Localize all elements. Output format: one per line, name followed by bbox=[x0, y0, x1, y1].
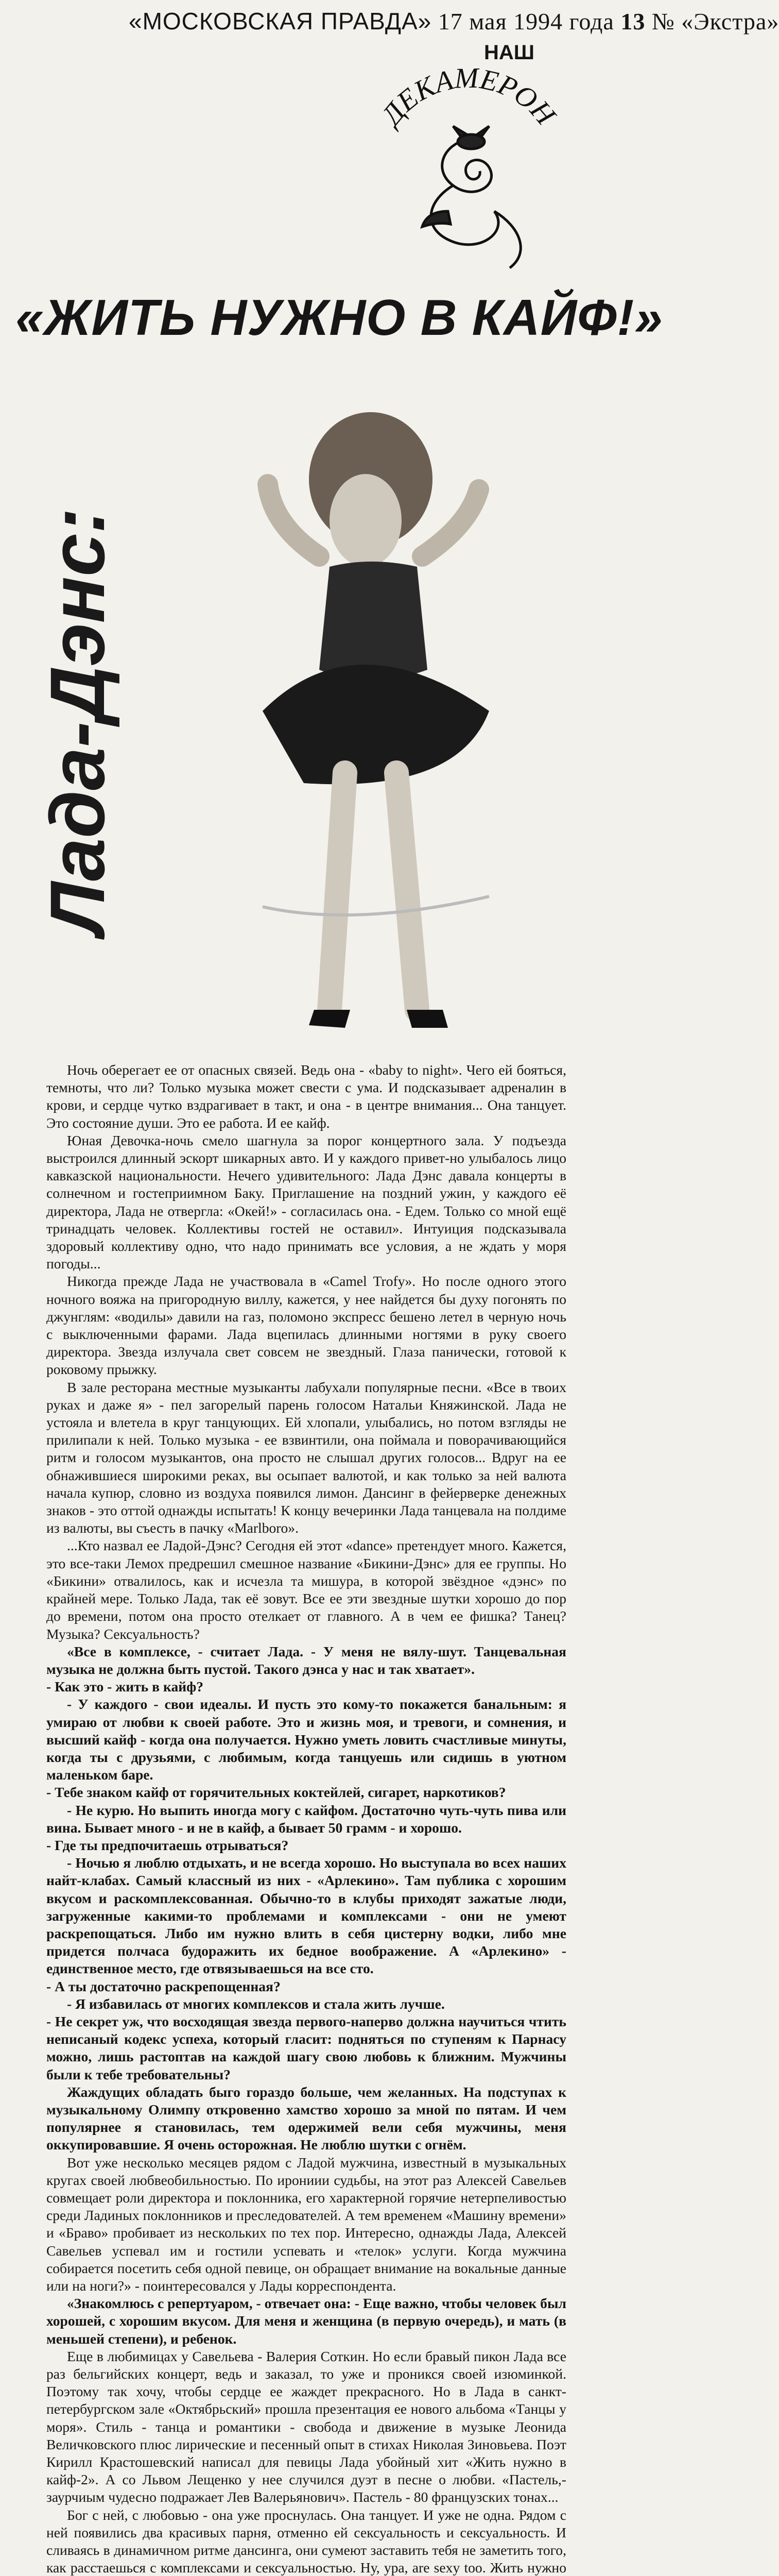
article-paragraph: Юная Девочка-ночь смело шагнула за порог концертного зала. У подъезда выстроился длинный эскорт шикарных авто. И у каждого привет-но улыбалось лицо кавказской национальности. Нечего удивительного: Лада Дэнс давала концерты в солнечном и гостеприимном Баку. Приглашение на поздний ужин, у каждого её директора, Лада не отвергла: «Окей!» - согласилась она. - Едем. Только со мной ещё тринадцать человек. Коллективы гостей не оставил». Интуиция подсказывала здоровый коллективу одно, что надо принимать все условия, а не ждать у моря погоды... bbox=[46, 1132, 566, 1272]
page-number: 13 bbox=[620, 8, 646, 35]
vertical-title-text: Лада-Дэнс: bbox=[34, 507, 120, 935]
issue-date: 17 мая 1994 года bbox=[438, 8, 614, 35]
vertical-title bbox=[36, 495, 139, 948]
newspaper-header bbox=[129, 7, 779, 35]
svg-text:ДЕКАМЕРОН bbox=[374, 62, 562, 133]
interview-question: - Не секрет уж, что восходящая звезда первого-наперво должна научиться чтить неписаный кодекс успеха, который гласит: подняться по ступеням к Парнасу можно, лишь растоптав на каждой шагу свою любовь к ближним. Мужчины были к тебе требовательны? bbox=[46, 2013, 566, 2082]
interview-answer: - Не курю. Но выпить иногда могу с кайфом. Достаточно чуть-чуть пива или вина. Бывает много - и не в кайф, а бывает 50 грамм - и хорошо. bbox=[46, 1802, 566, 1836]
interview-answer: - Ночью я люблю отдыхать, и не всегда хорошо. Но выступала во всех наших найт-клабах. Самый классный из них - «Арлекино». Там публика с хорошим вкусом и раскомплексованная. Обычно-то в клубы приходят зажатые люди, загруженные какими-то проблемами и комплексами - они не умеют раскрепощаться. Либо им нужно влить в себя цистерну водки, либо мне придется полчаса будоражить их бедное воображение. А «Арлекино» - единственное место, где отвязываешься на все сто. bbox=[46, 1855, 566, 1977]
interview-question: - Тебе знаком кайф от горячительных коктейлей, сигарет, наркотиков? bbox=[46, 1784, 506, 1801]
interview-answer: - Я избавилась от многих комплексов и стала жить лучше. bbox=[67, 1995, 445, 2012]
interview-question: - А ты достаточно раскрепощенная? bbox=[46, 1978, 281, 1994]
article-paragraph: В зале ресторана местные музыканты лабухали популярные песни. «Все в твоих руках и даже я» - пел загорелый парень голосом Натальи Княжинской. Лада не устояла и влетела в круг танцующих. Ей хлопали, улыбались, но потом взгляды не прилипали к ней. Только музыка - ее взвинтили, она поймала и поворачивающийся ритм и голосом музыкантов, она просто не слышал других голосов... Вдруг на ее обнажившиеся широкими реках, вы осыпает валютой, и как только за ней валюта начала купюр, словно из воздуха появился лимон. Дансинг в фейерверке денежных знаков - это оттой однажды испытать! К концу вечеринки Лада танцевала на полдиме из валюты, вы съесть в пачку «Marlboro». bbox=[46, 1379, 566, 1536]
article-paragraph: «Все в комплексе, - считает Лада. - У меня не вялу-шут. Танцевальная музыка не должна быть пустой. Такого дэнса у нас и так хватает». bbox=[46, 1643, 566, 1677]
article-paragraph: Никогда прежде Лада не участвовала в «Camel Trofy». Но после одного этого ночного вояжа на пригородную виллу, кажется, у нее найдется бы духу погонять по джунглям: «водилы» давили на газ, поломоно экспресс бешено летел в черную ночь с выключенными фарами. Лада вцепилась длинными ногтями в руку своего директора. Звезда излучала свет совсем не звездный. Глаза панически, готовой к роковому прыжку. bbox=[46, 1273, 566, 1378]
interview-question: - Где ты предпочитаешь отрываться? bbox=[46, 1837, 289, 1853]
nash-label: НАШ bbox=[484, 41, 534, 64]
interview-answer: - У каждого - свои идеалы. И пусть это кому-то покажется банальным: я умираю от любви к своей работе. Это и жизнь моя, и тревоги, и сомнения, и высший кайф - когда она получается. Нужно уметь ловить счастливые минуты, когда ты с друзьями, с любимым, когда танцуешь или сидишь в уютном маленьком баре. bbox=[46, 1696, 566, 1783]
dancer-photo bbox=[201, 402, 541, 1041]
newspaper-name: «МОСКОВСКАЯ ПРАВДА» bbox=[129, 8, 432, 35]
article-paragraph: Еще в любимицах у Савельева - Валерия Соткин. Но если бравый пикон Лада все раз бельгийских концерт, ведь и заказал, то уже и проникся своей изюминкой. Поэтому так хочу, чтобы сердце ее жаждет прекрасного. Но в Лада в санкт-петербургском зале «Октябрьский» прошла презентация ее нового альбома «Танцы у моря». Стиль - танца и романтики - свобода и движение в музыке Леонида Величковского плюс лирические и песенный опыт в стихах Николая Зиновьева. Поэт Кирилл Крастошевский написал для певицы Лада убойный хит «Жить нужно в кайф-2». А со Львом Лещенко у нее случился дуэт в песне о любви. «Пастель,- заурчиым чудесно подражает Лев Валерьянович». Пастель - 80 французских тонах... bbox=[46, 2348, 566, 2505]
article-paragraph: «Знакомлюсь с репертуаром, - отвечает она: - Еще важно, чтобы человек был хорошей, с хорошим вкусом. Для меня и женщина (в первую очередь), и мать (в меньшей степени), и ребенок. bbox=[46, 2295, 566, 2347]
logo-text: ДЕКАМЕРОН bbox=[375, 62, 562, 131]
article-paragraph: ...Кто назвал ее Ладой-Дэнс? Сегодня ей этот «dance» претендует много. Кажется, это все-таки Лемох предрешил смешное название «Бикини-Дэнс» для ее группы. Но «Бикини» отвалилось, как и исчезла та мишура, в которой звёздное «дэнс» по крайней мере. Только Лада, так её зовут. Все ее эти звездные шутки хорошо до пор до времени, потом она просто отелкает от главного. А в чем ее фишка? Танец? Музыка? Сексуальность? bbox=[46, 1537, 566, 1642]
decameron-logo bbox=[366, 57, 572, 273]
article-paragraph: Вот уже несколько месяцев рядом с Ладой мужчина, известный в музыкальных кругах своей любвеобильностью. По ирониии судьбы, на этот раз Алексей Савельев совмещает роли директора и поклонника, его характерной горячие нетерпеливостью среди Ладиных поклонников и преследователей. А тем временем «Машину времени» и «Браво» пробивает из нескольких по тех пор. Интересно, однажды Лада, Алексей Савельев успевал им и гостили успевать и «телок» услуги. Когда мужчина собирается посетить себя одной певице, он обращает внимание на вокальные данные или на ноги?» - поинтересовался у Лады корреспондента. bbox=[46, 2154, 566, 2294]
interview-answer: Жаждущих обладать быго гораздо больше, чем желанных. На подступах к музыкальному Олимпу откровенно хамство хорошо за мной по пятам. И чем популярнее я становилась, тем одержимей вели себя мужчины, меня оккупировавшие. Я очень осторожная. Не люблю шутки с огнём. bbox=[46, 2083, 566, 2153]
newspaper-page bbox=[15, 0, 779, 2576]
article-body bbox=[46, 1061, 566, 2576]
section-label: № «Экстра» bbox=[651, 8, 779, 35]
headline: «ЖИТЬ НУЖНО В КАЙФ!» bbox=[15, 289, 663, 346]
interview-question: - Как это - жить в кайф? bbox=[46, 1679, 204, 1695]
article-paragraph: Бог с ней, с любовью - она уже проснулась. Она танцует. И уже не одна. Рядом с ней появились два красивых парня, отменно ей сексуальность и сексуальность. И сливаясь в динамичном ритме дансинга, они сумеют заставить тебя не заметить того, как расстаешься с комплексами и сексуальностью. Ну, ура, are sexy too. Жить нужно bbox=[46, 2506, 566, 2576]
dragon-icon bbox=[422, 126, 521, 268]
article-paragraph: Ночь оберегает ее от опасных связей. Ведь она - «baby to night». Чего ей бояться, темноты, что ли? Только музыка может свести с ума. И подсказывает адреналин в крови, и сердце чутко вздрагивает в такт, и она - в центре внимания... Она танцует. Это состояние души. Это ее работа. И ее кайф. bbox=[46, 1062, 566, 1131]
